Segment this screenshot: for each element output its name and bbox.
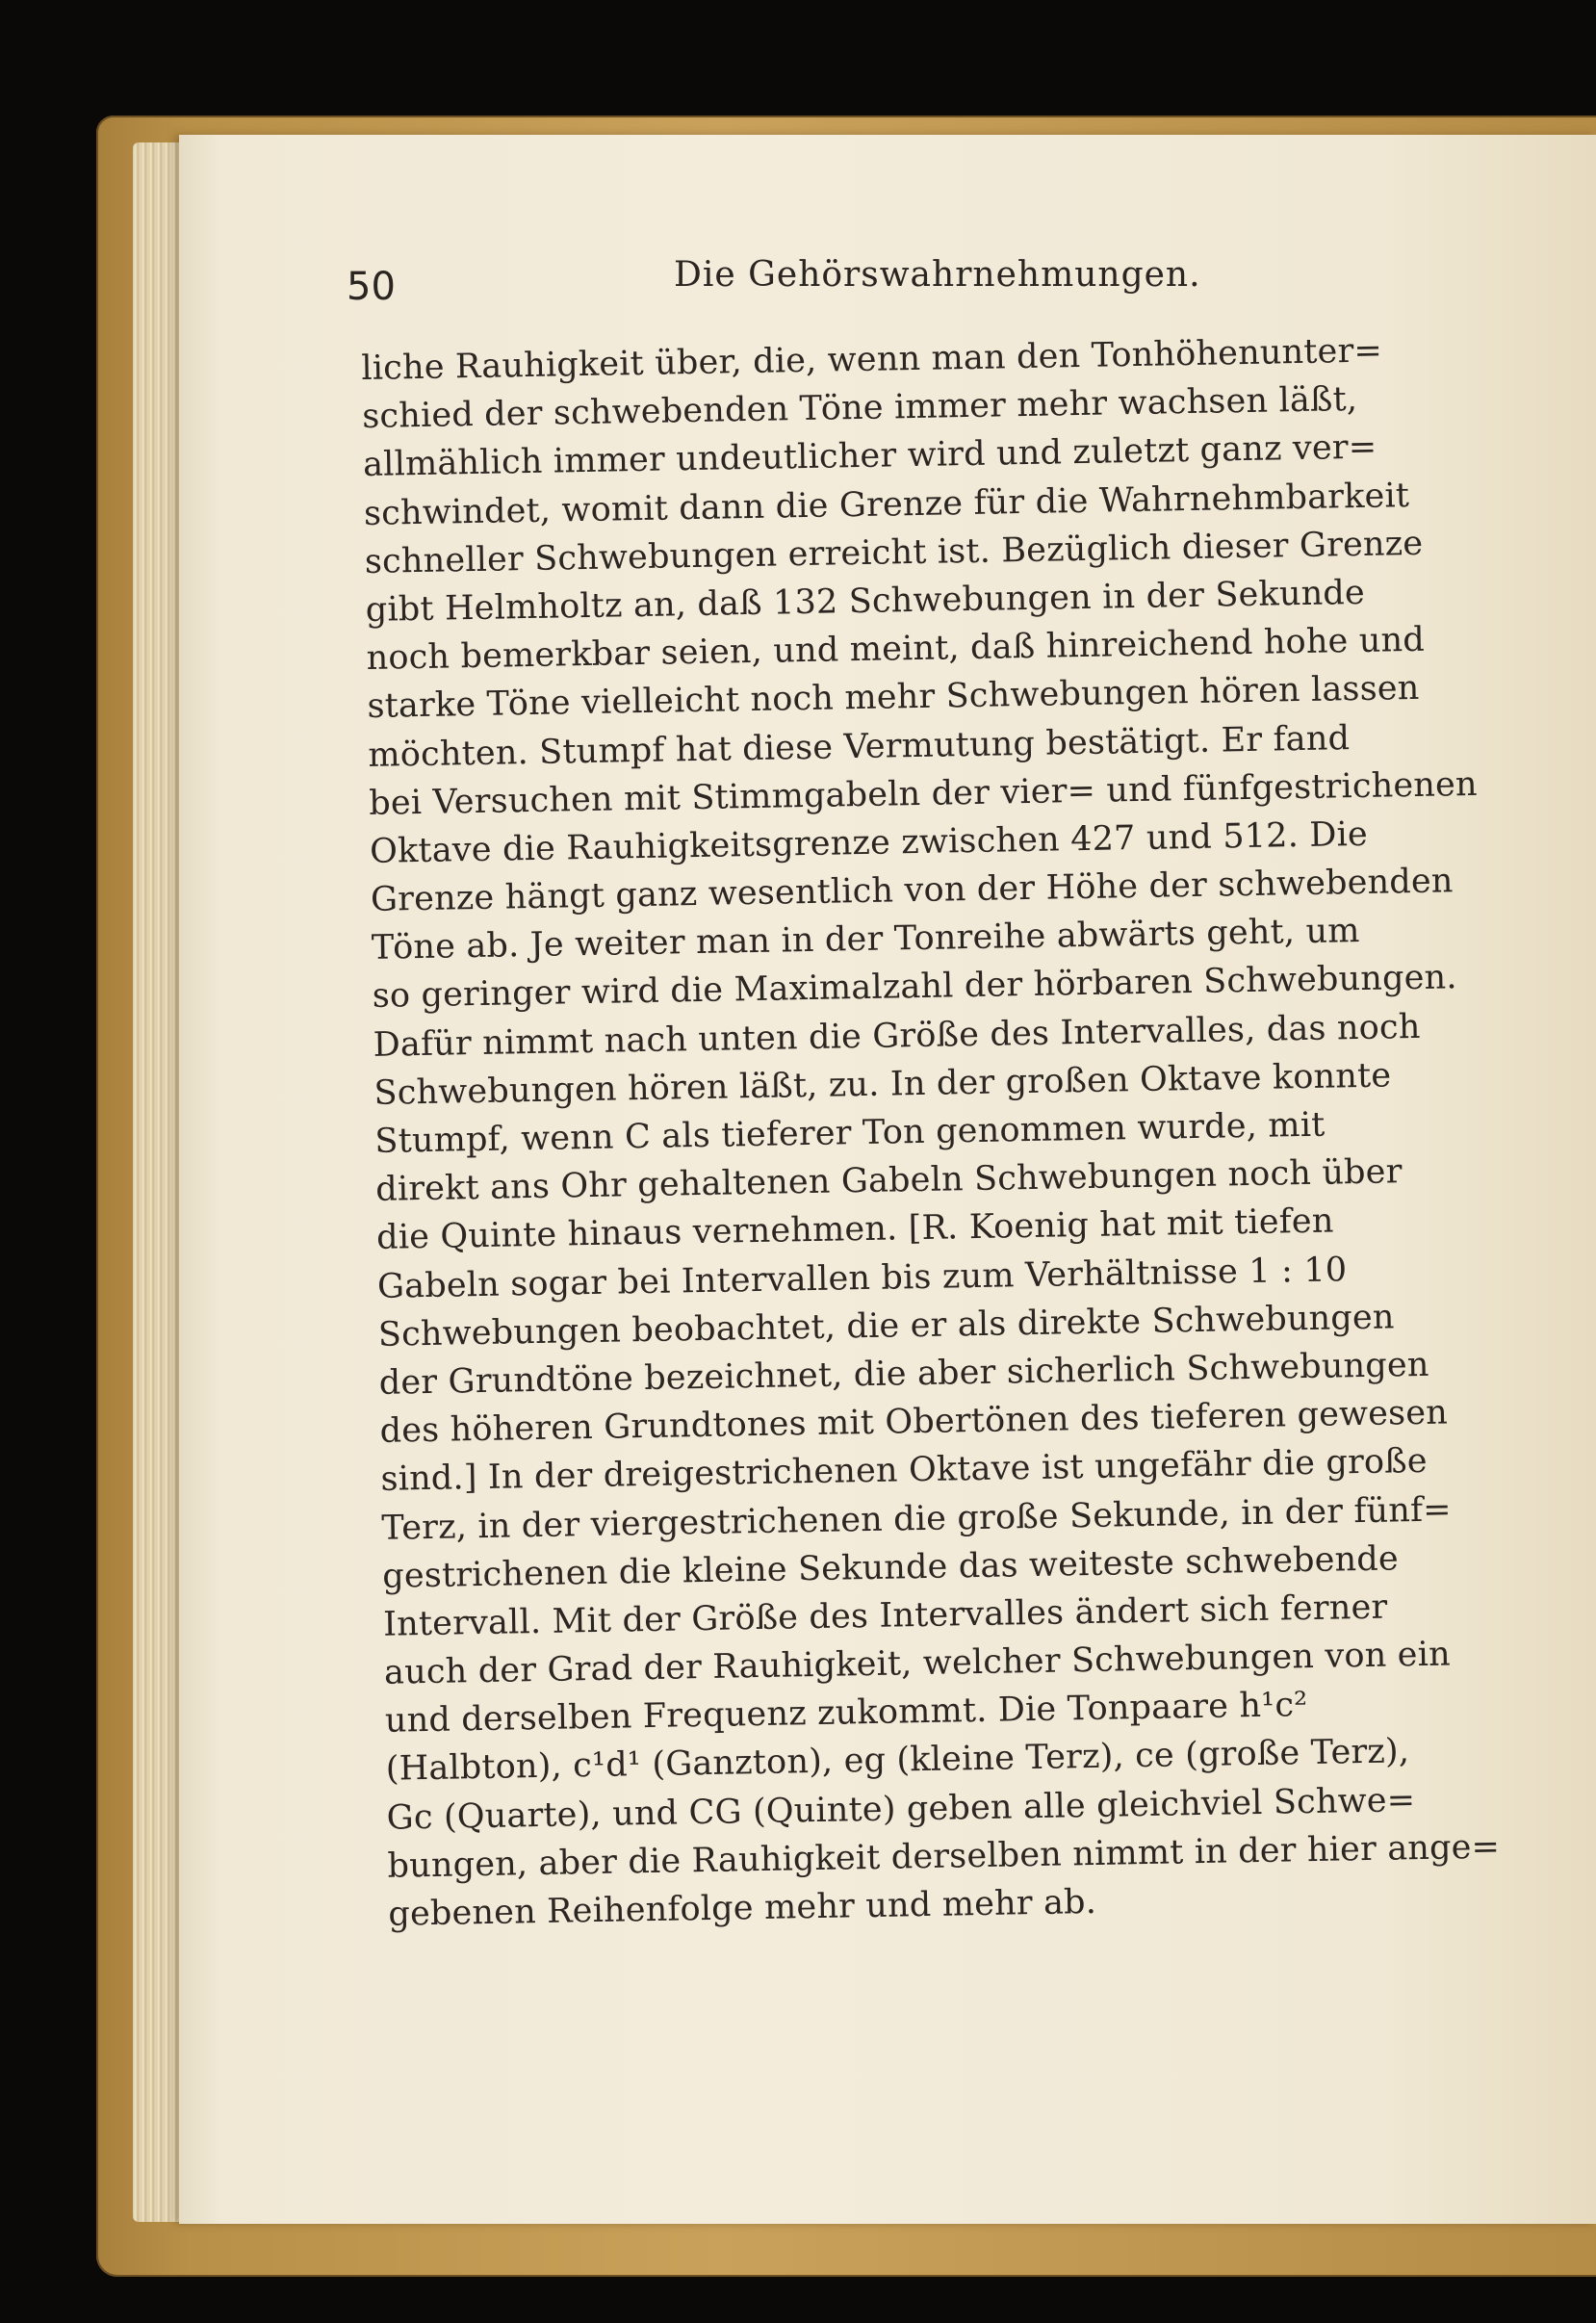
text-line: und derselben Frequenz zukommt. Die Tonpaare h¹c²	[384, 1686, 1308, 1742]
text-line: des höheren Grundtones mit Obertönen des tieferen gewesen	[379, 1393, 1449, 1451]
text-line: Intervall. Mit der Größe des Intervalles ändert sich ferner	[382, 1587, 1388, 1644]
text-line: bungen, aber die Rauhigkeit derselben nimmt in der hier ange=	[387, 1827, 1501, 1886]
text-line: möchten. Stumpf hat diese Vermutung bestätigt. Er fand	[368, 718, 1351, 775]
text-line: gebenen Reihenfolge mehr und mehr ab.	[388, 1882, 1097, 1934]
text-line: bei Versuchen mit Stimmgabeln der vier= und fünfgestrichenen	[368, 764, 1479, 823]
text-line: der Grundtöne bezeichnet, die aber sicherlich Schwebungen	[378, 1345, 1429, 1403]
text-line: Oktave die Rauhigkeitsgrenze zwischen 427 und 512. Die	[369, 814, 1369, 871]
text-line: so geringer wird die Maximalzahl der hörbaren Schwebungen.	[372, 958, 1458, 1017]
text-line: Schwebungen hören läßt, zu. In der großen Oktave konnte	[373, 1056, 1392, 1113]
text-line: Terz, in der viergestrichenen die große Sekunde, in der fünf=	[381, 1489, 1453, 1548]
running-title: Die Gehörswahrnehmungen.	[674, 255, 1201, 295]
text-line: Grenze hängt ganz wesentlich von der Höhe der schwebenden	[370, 862, 1454, 919]
text-line: starke Töne vielleicht noch mehr Schwebungen hören lassen	[367, 669, 1420, 727]
text-line: (Halbton), c¹d¹ (Ganzton), eg (kleine Terz), ce (große Terz),	[385, 1732, 1410, 1790]
page-header	[347, 255, 1502, 313]
page-number: 50	[347, 265, 396, 309]
text-line: die Quinte hinaus vernehmen. [R. Koenig hat mit tiefen	[375, 1201, 1334, 1258]
text-line: Stumpf, wenn C als tieferer Ton genommen wurde, mit	[374, 1105, 1326, 1161]
text-line: gibt Helmholtz an, daß 132 Schwebungen in der Sekunde	[365, 573, 1366, 630]
text-line: schwindet, womit dann die Grenze für die Wahrnehmbarkeit	[363, 476, 1410, 533]
text-line: schneller Schwebungen erreicht ist. Bezüglich dieser Grenze	[364, 524, 1424, 581]
text-line: liche Rauhigkeit über, die, wenn man den Tonhöhenunter=	[361, 331, 1383, 388]
text-line: schied der schwebenden Töne immer mehr wachsen läßt,	[361, 380, 1358, 437]
text-line: Gabeln sogar bei Intervallen bis zum Verhältnisse 1 : 10	[376, 1250, 1348, 1306]
text-line: direkt ans Ohr gehaltenen Gabeln Schwebungen noch über	[374, 1152, 1403, 1210]
text-line: Dafür nimmt nach unten die Größe des Intervalles, das noch	[373, 1007, 1421, 1065]
text-line: gestrichenen die kleine Sekunde das weiteste schwebende	[381, 1539, 1400, 1596]
text-line: allmählich immer undeutlicher wird und zuletzt ganz ver=	[362, 427, 1377, 485]
body-text	[361, 325, 1501, 1939]
text-line: Schwebungen beobachtet, die er als direkte Schwebungen	[377, 1298, 1395, 1355]
text-line: Töne ab. Je weiter man in der Tonreihe abwärts geht, um	[371, 912, 1360, 968]
text-line: auch der Grad der Rauhigkeit, welcher Schwebungen von ein	[383, 1635, 1452, 1692]
text-line: sind.] In der dreigestrichenen Oktave ist ungefähr die große	[380, 1442, 1429, 1500]
text-line: noch bemerkbar seien, und meint, daß hinreichend hohe und	[366, 620, 1426, 679]
text-line: Gc (Quarte), und CG (Quinte) geben alle gleichviel Schwe=	[386, 1780, 1416, 1838]
